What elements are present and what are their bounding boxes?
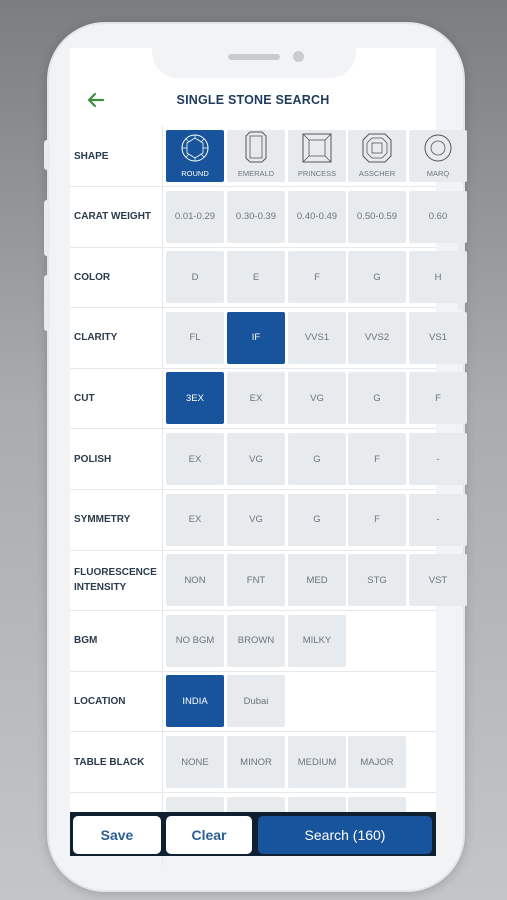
filter-option[interactable]: FL	[166, 312, 224, 364]
filter-option[interactable]	[409, 130, 467, 182]
page-title: SINGLE STONE SEARCH	[176, 93, 330, 107]
princess-cut-icon	[302, 133, 332, 169]
save-button[interactable]: Save	[73, 816, 161, 854]
filter-option[interactable]: F	[348, 433, 406, 485]
filter-option[interactable]: Dubai	[227, 675, 285, 727]
phone-side-button	[44, 275, 50, 331]
filter-row	[70, 126, 450, 187]
filter-option[interactable]: MILKY	[288, 615, 346, 667]
filter-option[interactable]: F	[348, 494, 406, 546]
marquise-cut-icon	[423, 133, 453, 169]
filter-option[interactable]: 0.01-0.29	[166, 191, 224, 243]
app-screen	[70, 48, 450, 856]
filter-row	[70, 732, 436, 793]
filter-option[interactable]: G	[348, 251, 406, 303]
filter-option[interactable]	[288, 130, 346, 182]
asscher-cut-icon	[362, 133, 392, 169]
filter-row	[70, 611, 436, 672]
filter-label: POLISH	[74, 453, 112, 465]
filter-label: LOCATION	[74, 695, 126, 707]
filter-option[interactable]: VS1	[409, 312, 467, 364]
filter-option[interactable]: VG	[288, 372, 346, 424]
filter-option[interactable]: -	[409, 433, 467, 485]
shape-label: EMERALD	[237, 169, 275, 178]
filter-option[interactable]: MAJOR	[348, 736, 406, 788]
filter-label: FLUORESCENCE INTENSITY	[74, 567, 157, 594]
filter-option[interactable]: IF	[227, 312, 285, 364]
filter-option[interactable]: VVS1	[288, 312, 346, 364]
filter-option[interactable]: -	[409, 494, 467, 546]
phone-side-button	[44, 200, 50, 256]
filter-label: SYMMETRY	[74, 514, 131, 526]
filter-label: COLOR	[74, 271, 111, 283]
filter-row	[70, 247, 442, 308]
filter-row	[70, 187, 448, 248]
filter-option[interactable]: VST	[409, 554, 467, 606]
filter-option[interactable]: STG	[348, 554, 406, 606]
filter-option[interactable]: EX	[166, 433, 224, 485]
filter-label: TABLE BLACK	[74, 756, 145, 768]
camera-icon	[293, 51, 304, 62]
filter-option[interactable]: MEDIUM	[288, 736, 346, 788]
filter-option[interactable]: NONE	[166, 736, 224, 788]
filter-option[interactable]: 0.60	[409, 191, 467, 243]
filter-option[interactable]: 0.40-0.49	[288, 191, 346, 243]
phone-side-button	[44, 140, 50, 170]
shape-label: MARQ	[426, 169, 450, 178]
filter-option[interactable]	[348, 130, 406, 182]
filter-option[interactable]: FNT	[227, 554, 285, 606]
filter-option[interactable]: F	[288, 251, 346, 303]
filter-row	[70, 308, 447, 369]
filter-label: CLARITY	[74, 332, 118, 344]
filter-option[interactable]: BROWN	[227, 615, 285, 667]
footer-bar	[70, 812, 436, 856]
filter-option[interactable]: G	[288, 494, 346, 546]
filter-option[interactable]: EX	[227, 372, 285, 424]
filter-option[interactable]: INDIA	[166, 675, 224, 727]
filter-option[interactable]: VG	[227, 494, 285, 546]
filter-option[interactable]	[227, 130, 285, 182]
filter-option[interactable]: VG	[227, 433, 285, 485]
filter-label: BGM	[74, 635, 98, 647]
shape-label: ROUND	[181, 169, 209, 178]
filter-option[interactable]: D	[166, 251, 224, 303]
filter-option[interactable]: H	[409, 251, 467, 303]
filter-option[interactable]: 3EX	[166, 372, 224, 424]
filter-option[interactable]: MED	[288, 554, 346, 606]
filter-label: CARAT WEIGHT	[74, 211, 152, 223]
shape-label: ASSCHER	[358, 169, 396, 178]
clear-button[interactable]: Clear	[166, 816, 252, 854]
filter-option[interactable]: NO BGM	[166, 615, 224, 667]
filter-label: SHAPE	[74, 150, 109, 162]
filter-option[interactable]	[166, 130, 224, 182]
filter-option[interactable]: 0.30-0.39	[227, 191, 285, 243]
emerald-cut-icon	[245, 131, 267, 169]
filter-option[interactable]: EX	[166, 494, 224, 546]
filter-option[interactable]: VVS2	[348, 312, 406, 364]
filter-option[interactable]: 0.50-0.59	[348, 191, 406, 243]
search-button[interactable]: Search (160)	[258, 816, 432, 854]
shape-label: PRINCESS	[297, 169, 337, 178]
filter-option[interactable]: G	[348, 372, 406, 424]
filter-option[interactable]: F	[409, 372, 467, 424]
filter-option[interactable]: E	[227, 251, 285, 303]
filter-row	[70, 368, 441, 429]
filter-row	[70, 671, 436, 732]
filter-option[interactable]: MINOR	[227, 736, 285, 788]
filter-option[interactable]: NON	[166, 554, 224, 606]
speaker-icon	[228, 54, 280, 60]
round-diamond-icon	[180, 133, 210, 169]
filter-row	[70, 550, 448, 611]
filter-option[interactable]: G	[288, 433, 346, 485]
filter-row	[70, 429, 440, 490]
filter-label: CUT	[74, 392, 95, 404]
filter-row	[70, 490, 440, 551]
